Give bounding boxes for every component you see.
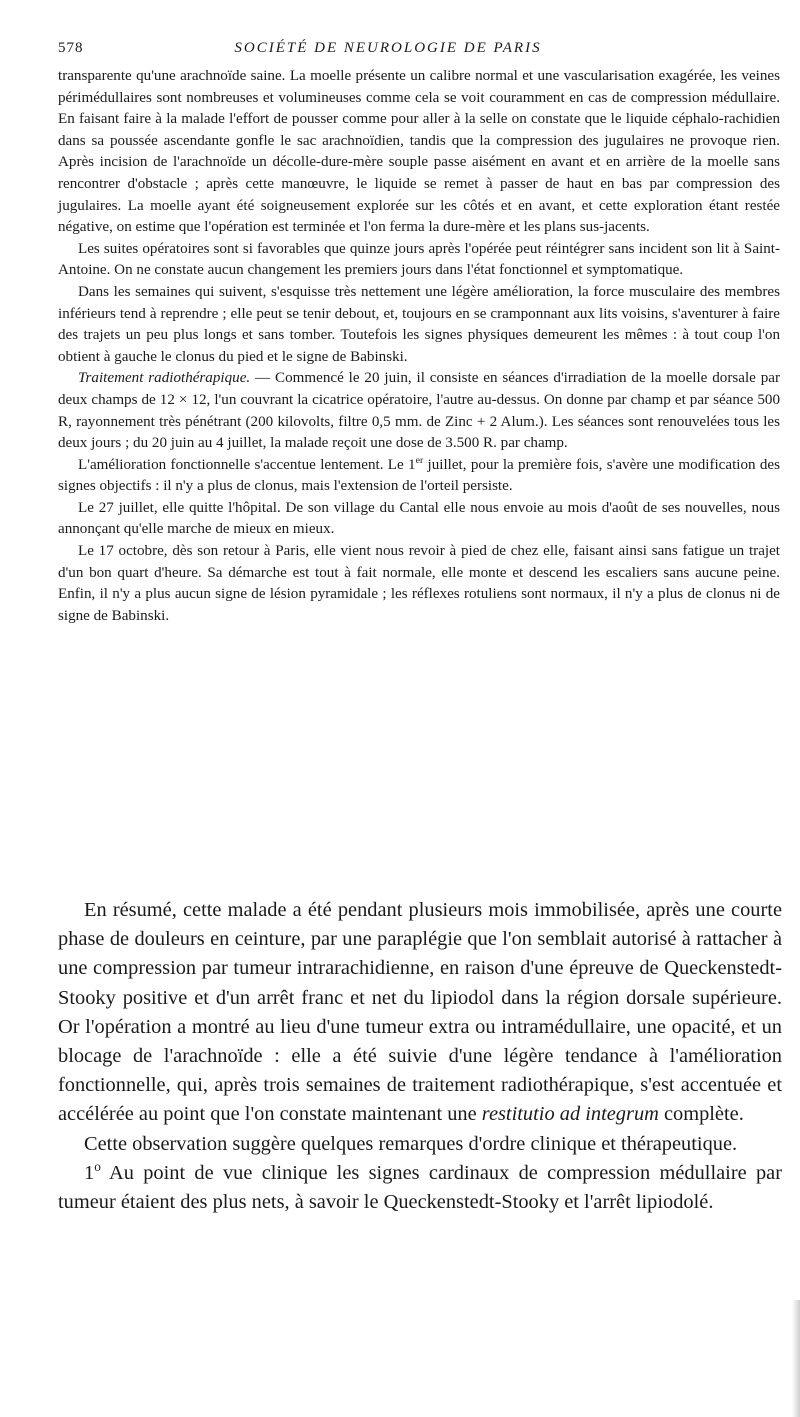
july-text-b: juillet, pour la première fois, s'avère une modification des signes objectifs : il n'y a plus de clonus, mais l'extension de l'orteil persiste.	[58, 456, 780, 495]
summary-text-b: complète.	[658, 1103, 744, 1126]
paragraph-improvement: Dans les semaines qui suivent, s'esquisse très nettement une légère amélioration, la force musculaire des membres inférieurs tend à reprendre ; elle peut se tenir debout, et, toujours en se cramponnant aux lits voisins, s'aventurer à faire des trajets un peu plus longs et sans tomber. Toutefois les signes physiques demeurent les mêmes : à tout coup l'on obtient à gauche le clonus du pied et le signe de Babinski.	[58, 283, 780, 365]
clinical-number: 1	[84, 1161, 95, 1184]
paragraph-clinical-point	[58, 1159, 782, 1217]
paragraph-summary	[58, 896, 782, 1130]
paragraph-october: Le 17 octobre, dès son retour à Paris, elle vient nous revoir à pied de chez elle, faisant ainsi sans fatigue un trajet d'un bon quart d'heure. Sa démarche est tout à fait normale, elle monte et descend les escaliers sans aucune peine. Enfin, il n'y a plus aucun signe de lésion pyramidale ; les réflexes rotuliens sont normaux, il n'y a plus de clonus ni de signe de Babinski.	[58, 543, 780, 624]
radiotherapy-text: — Commencé le 20 juin, il consiste en séances d'irradiation de la moelle dorsale par deux champs de 12 × 12, l'un couvrant la cicatrice opératoire, l'autre au-dessus. On donne par champ et par séance 500 R, rayonnement très pénétrant (200 kilovolts, filtre 0,5 mm. de Zinc + 2 Alum.). Les séances sont renouvelées tous les deux jours ; du 20 juin au 4 juillet, la malade reçoit une dose de 3.500 R. par champ.	[58, 370, 781, 452]
running-title: SOCIÉTÉ DE NEUROLOGIE DE PARIS	[234, 40, 542, 56]
summary-italic: restitutio ad integrum	[481, 1103, 659, 1126]
paragraph-discharge: Le 27 juillet, elle quitte l'hôpital. De son village du Cantal elle nous envoie au mois d'août de ses nouvelles, nous annonçant qu'elle marche de mieux en mieux.	[58, 499, 780, 538]
clinical-text: Au point de vue clinique les signes cardinaux de compression médullaire par tumeur étaient des plus nets, à savoir le Queckenstedt-Stooky et l'arrêt lipiodolé.	[58, 1161, 782, 1214]
clinical-superscript: o	[94, 1159, 101, 1175]
july-text-a: L'amélioration fonctionnelle s'accentue lentement. Le 1	[78, 456, 416, 473]
paragraph-remarks: Cette observation suggère quelques remarques d'ordre clinique et thérapeutique.	[84, 1132, 738, 1155]
summary-text-a: En résumé, cette malade a été pendant plusieurs mois immobilisée, après une courte phase de douleurs en ceinture, par une paraplégie que l'on semblait autorisé à rattacher à une compression par tumeur intrarachidienne, en raison d'une épreuve de Queckenstedt-Stooky positive et d'un arrêt franc et net du lipiodol dans la région dorsale supérieure. Or l'opération a montré au lieu d'une tumeur extra ou intramédullaire, une opacité, et un blocage de l'arachnoïde : elle a été suivie d'une légère tendance à l'amélioration fonctionnelle, qui, après trois semaines de traitement radiothérapique, s'est accentuée et accélérée au point que l'on constate maintenant une	[58, 899, 782, 1126]
page-number: 578	[58, 40, 84, 56]
paragraph-radiotherapy	[58, 368, 780, 454]
page-header	[58, 40, 738, 57]
scan-edge-shadow	[792, 1300, 800, 1417]
summary-large-text	[58, 896, 782, 1217]
july-superscript: er	[415, 454, 424, 466]
paragraph-operation: transparente qu'une arachnoïde saine. La moelle présente un calibre normal et une vascularisation exagérée, les veines périmédullaires sont nombreuses et volumineuses comme cela se voit couramment en cas de compression médullaire. En faisant faire à la malade l'effort de pousser comme pour aller à la selle on constate que le liquide céphalo-rachidien dans sa poussée ascendante gonfle le sac arachnoïdien, tandis que la compression des jugulaires ne provoque rien. Après incision de l'arachnoïde un décolle-dure-mère souple passe aisément en avant et en arrière de la moelle sans rencontrer d'obstacle ; après cette manœuvre, le liquide se remet à passer de haut en bas par compression des jugulaires. La moelle ayant été soigneusement explorée sur les côtés et en avant, et cette exploration étant restée négative, on estime que l'opération est terminée et l'on ferma la dure-mère et les plans sus-jacents.	[58, 68, 780, 236]
paragraph-postoperative: Les suites opératoires sont si favorables que quinze jours après l'opérée peut réintégrer sans incident son lit à Saint-Antoine. On ne constate aucun changement les premiers jours dans l'état fonctionnel et symptomatique.	[58, 240, 780, 279]
paragraph-july	[58, 455, 780, 498]
radiotherapy-heading: Traitement radiothérapique.	[78, 370, 251, 387]
case-report-small-text	[58, 66, 780, 627]
